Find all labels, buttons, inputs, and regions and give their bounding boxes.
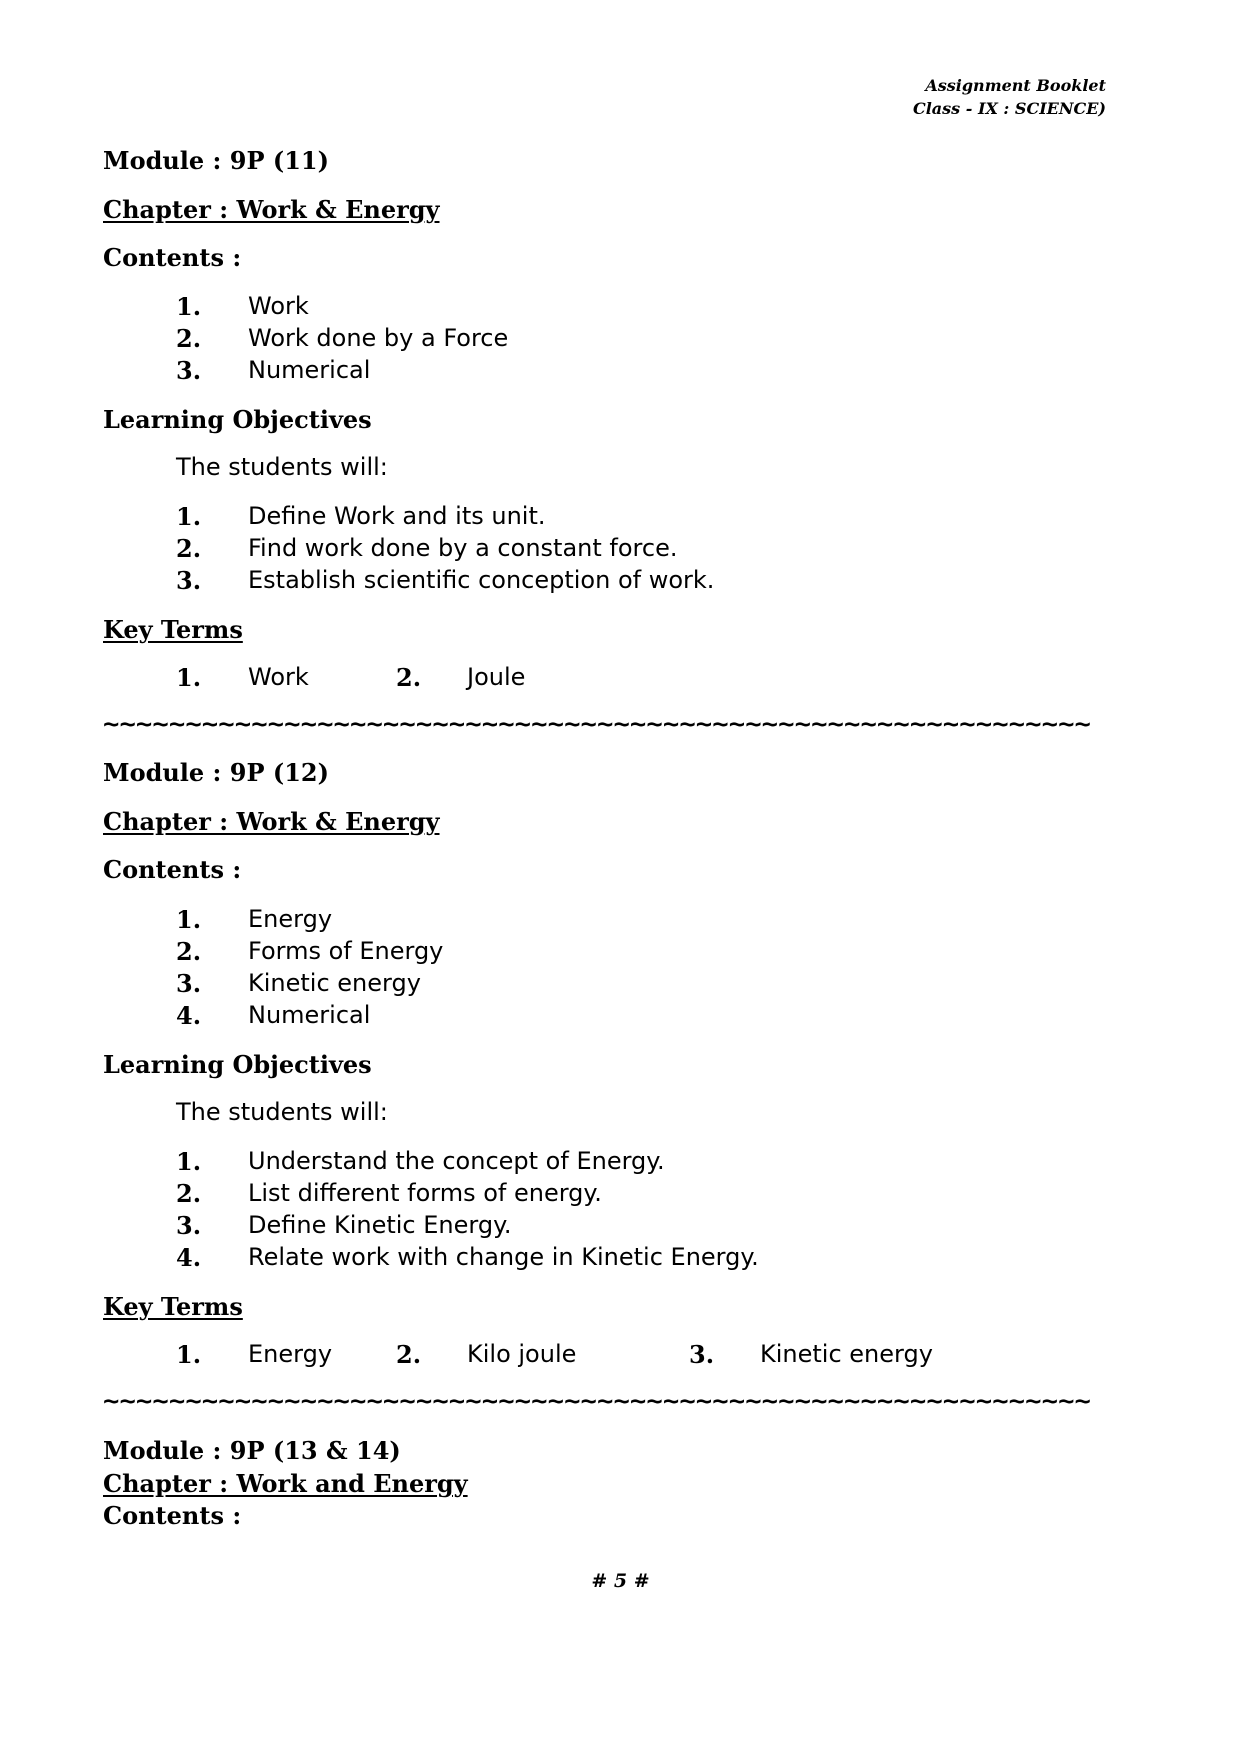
module-2-content-item: Kinetic energy xyxy=(248,969,421,997)
module-1-key-term-num: 2. xyxy=(396,663,422,692)
module-2-key-term-num: 2. xyxy=(396,1340,422,1369)
module-2-objectives-intro: The students will: xyxy=(176,1098,388,1126)
section-separator: ~~~~~~~~~~~~~~~~~~~~~~~~~~~~~~~~~~~~~~~~~~~~~~~~~~~~~~~~~~~~ xyxy=(103,710,1091,738)
header-class-subject: Class - IX : SCIENCE) xyxy=(912,99,1106,118)
module-2-objective-num: 4. xyxy=(176,1243,202,1272)
module-1-objectives-label: Learning Objectives xyxy=(103,405,372,434)
module-1-key-terms-label: Key Terms xyxy=(103,615,243,644)
module-1-content-item: Work done by a Force xyxy=(248,324,509,352)
module-1-chapter: Chapter : Work & Energy xyxy=(103,195,440,224)
module-2-objective-num: 1. xyxy=(176,1147,202,1176)
module-1-content-num: 2. xyxy=(176,324,202,353)
module-1-objective-num: 3. xyxy=(176,566,202,595)
module-1-objective-item: Find work done by a constant force. xyxy=(248,534,678,562)
module-2-content-num: 1. xyxy=(176,905,202,934)
module-1-key-term-num: 1. xyxy=(176,663,202,692)
module-2-objective-num: 3. xyxy=(176,1211,202,1240)
module-2-objective-num: 2. xyxy=(176,1179,202,1208)
module-2-content-item: Energy xyxy=(248,905,333,933)
module-2-title: Module : 9P (12) xyxy=(103,758,329,787)
page-header xyxy=(913,74,1106,120)
module-1-key-term: Work xyxy=(248,663,309,691)
module-2-content-num: 2. xyxy=(176,937,202,966)
module-1-objectives-intro: The students will: xyxy=(176,453,388,481)
module-1-objective-num: 2. xyxy=(176,534,202,563)
module-1-content-num: 3. xyxy=(176,356,202,385)
module-2-key-terms-label: Key Terms xyxy=(103,1292,243,1321)
module-3-chapter: Chapter : Work and Energy xyxy=(103,1469,468,1498)
module-1-content-num: 1. xyxy=(176,292,202,321)
module-3-contents-label: Contents : xyxy=(103,1501,242,1530)
module-2-key-term: Kinetic energy xyxy=(760,1340,933,1368)
module-1-content-item: Work xyxy=(248,292,309,320)
section-separator: ~~~~~~~~~~~~~~~~~~~~~~~~~~~~~~~~~~~~~~~~~~~~~~~~~~~~~~~~~~~~ xyxy=(103,1387,1091,1415)
module-2-objectives-label: Learning Objectives xyxy=(103,1050,372,1079)
module-2-chapter: Chapter : Work & Energy xyxy=(103,807,440,836)
module-2-content-item: Numerical xyxy=(248,1001,371,1029)
module-2-contents-label: Contents : xyxy=(103,855,242,884)
module-2-objective-item: Understand the concept of Energy. xyxy=(248,1147,665,1175)
module-2-content-item: Forms of Energy xyxy=(248,937,444,965)
module-2-key-term: Kilo joule xyxy=(467,1340,577,1368)
module-2-key-term: Energy xyxy=(248,1340,333,1368)
module-1-contents-label: Contents : xyxy=(103,243,242,272)
module-1-objective-item: Establish scientific conception of work. xyxy=(248,566,715,594)
module-2-objective-item: List different forms of energy. xyxy=(248,1179,602,1207)
module-2-objective-item: Define Kinetic Energy. xyxy=(248,1211,512,1239)
module-1-title: Module : 9P (11) xyxy=(103,146,329,175)
module-2-objective-item: Relate work with change in Kinetic Energy. xyxy=(248,1243,759,1271)
module-1-content-item: Numerical xyxy=(248,356,371,384)
module-1-objective-item: Define Work and its unit. xyxy=(248,502,546,530)
page-number: # 5 # xyxy=(591,1570,650,1592)
module-2-key-term-num: 1. xyxy=(176,1340,202,1369)
module-2-content-num: 4. xyxy=(176,1001,202,1030)
header-booklet-title: Assignment Booklet xyxy=(925,76,1106,95)
module-2-content-num: 3. xyxy=(176,969,202,998)
module-1-objective-num: 1. xyxy=(176,502,202,531)
module-1-key-term: Joule xyxy=(467,663,526,691)
module-3-title: Module : 9P (13 & 14) xyxy=(103,1436,401,1465)
module-2-key-term-num: 3. xyxy=(689,1340,715,1369)
